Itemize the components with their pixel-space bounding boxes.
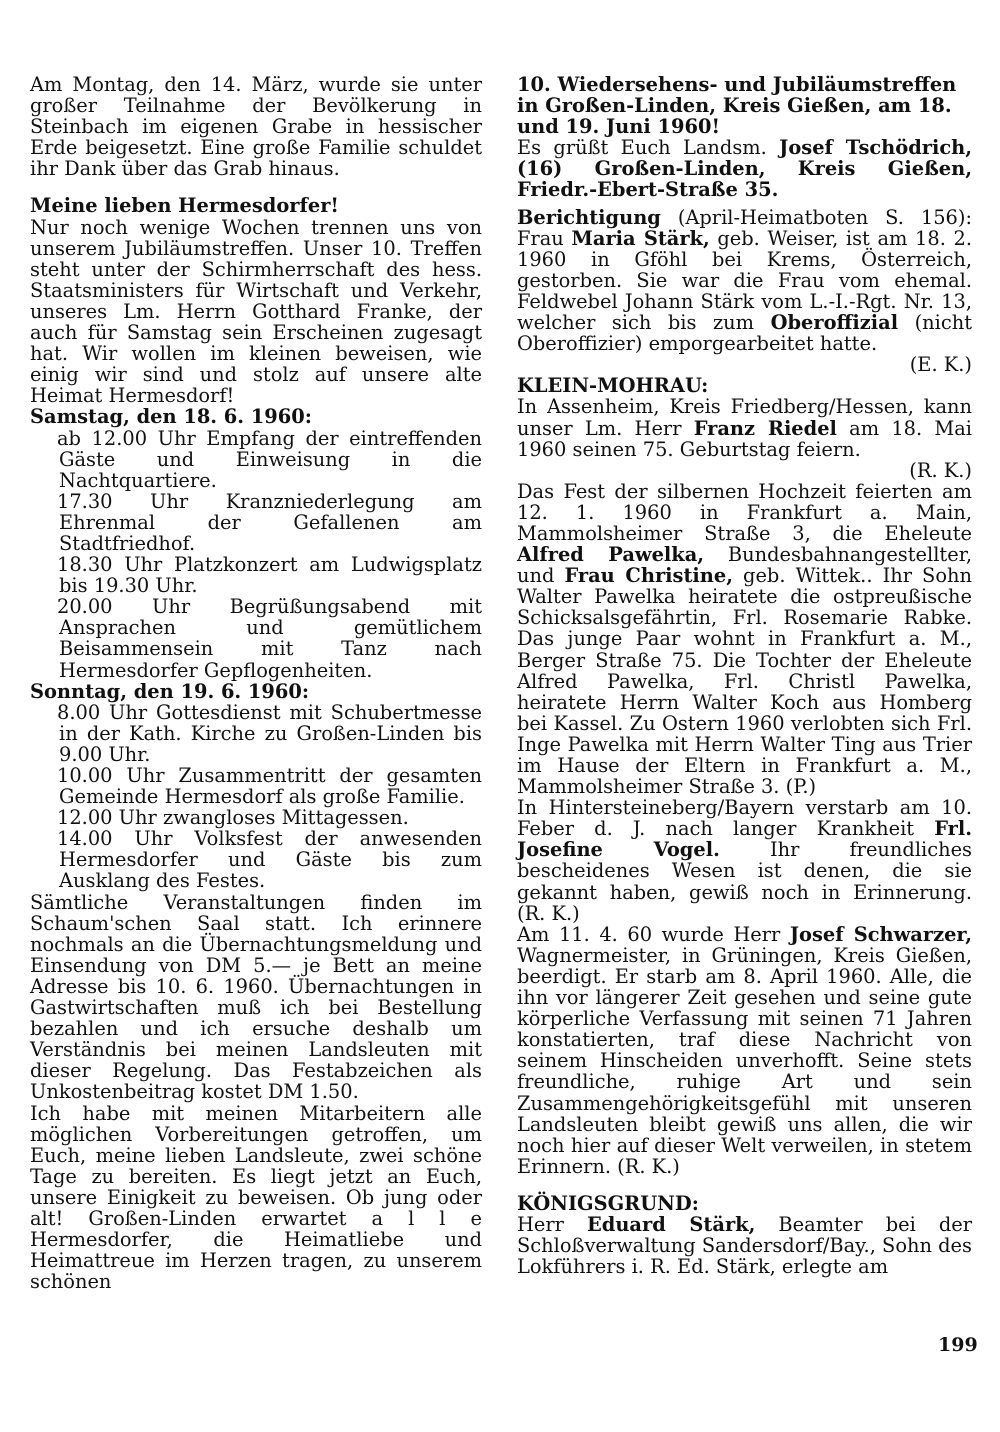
- birthday-paragraph: In Assenheim, Kreis Friedberg/Hessen, kann unser Lm. Herr Franz Riedel am 18. Mai 1960 seinen 75. Geburtstag feiern.: [517, 395, 972, 461]
- signature: (E. K.): [909, 353, 972, 377]
- right-column: [517, 74, 972, 1277]
- anniversary-paragraph: Das Fest der silbernen Hochzeit feierten am 12. 1. 1960 in Frankfurt a. Main, Mammolsheimer Straße 3, die Eheleute Alfred Pawelka, Bundesbahnangestellter, und Frau Christine, geb. Wittek.. Ihr Sohn Walter Pawelka heiratete die ostpreußische Schicksalsgefährtin, Frl. Rosemarie Rabke. Das junge Paar wohnt in Frankfurt a. M., Berger Straße 75. Die Tochter der Eheleute Alfred Pawelka, Frl. Christl Pawelka, heiratete Herrn Walter Koch aus Homberg bei Kassel. Zu Ostern 1960 verlobten sich Frl. Inge Pawelka mit Herrn Walter Ting aus Trier im Hause der Eltern in Frankfurt a. M., Mammolsheimer Straße 3. (P.): [517, 479, 973, 799]
- sunday-heading: Sonntag, den 19. 6. 1960:: [30, 679, 310, 703]
- greeting-heading: Meine lieben Hermesdorfer!: [30, 194, 339, 218]
- schedule-item: 20.00 Uhr Begrüßungsabend mit Ansprachen und gemütlichem Beisammensein mit Tanz nach Hermesdorfer Gepflogenheiten.: [57, 595, 482, 682]
- intro-paragraph: Am Montag, den 14. März, wurde sie unter großer Teilnahme der Bevölkerung in Steinbach im eigenen Grabe in hessischer Erde beigesetzt. Eine große Familie schuldet ihr Dank über das Grab hinaus.: [30, 73, 482, 181]
- schedule-item: 18.30 Uhr Platzkonzert am Ludwigsplatz bis 19.30 Uhr.: [57, 553, 482, 598]
- closing-paragraph: Ich habe mit meinen Mitarbeitern alle möglichen Vorbereitungen getroffen, um Euch, meine lieben Landsleute, zwei schöne Tage zu bereiten. Es liegt jetzt an Euch, unsere Einigkeit zu beweisen. Ob jung oder alt! Großen-Linden erwartet a l l e Hermesdorfer, die Heimatliebe und Heimattreue im Herzen tragen, zu unserem schönen: [30, 1101, 482, 1294]
- left-column: [30, 74, 482, 1292]
- page-number: 199: [938, 1334, 978, 1356]
- greeting-paragraph: Es grüßt Euch Landsm. Josef Tschödrich, (16) Großen-Linden, Kreis Gießen, Friedr.-Ebert-Straße 35.: [517, 136, 972, 202]
- events-paragraph: Sämtliche Veranstaltungen finden im Schaum'schen Saal statt. Ich erinnere nochmals an die Übernachtungsmeldung und Einsendung von DM 5.— je Bett an meine Adresse bis 10. 6. 1960. Übernachtungen in Gastwirtschaften muß ich bei Bestellung bezahlen und ich ersuche deshalb um Verständnis bei meinen Landsleuten mit dieser Regelung. Das Festabzeichen als Unkostenbeitrag kostet DM 1.50.: [30, 890, 482, 1104]
- schedule-item: 12.00 Uhr zwangloses Mittagessen.: [57, 806, 409, 830]
- schedule-item: 17.30 Uhr Kranzniederlegung am Ehrenmal der Gefallenen am Stadtfriedhof.: [57, 489, 482, 555]
- sunday-schedule: [30, 702, 482, 892]
- saturday-heading: Samstag, den 18. 6. 1960:: [30, 405, 312, 429]
- koenigsgrund-heading: KÖNIGSGRUND:: [517, 1191, 699, 1215]
- staerk-paragraph: Herr Eduard Stärk, Beamter bei der Schloßverwaltung Sandersdorf/Bay., Sohn des Lokführers i. R. Ed. Stärk, erlegte am: [517, 1212, 973, 1279]
- klein-mohrau-heading: KLEIN-MOHRAU:: [517, 374, 709, 398]
- saturday-schedule: [30, 428, 482, 681]
- schedule-item: 10.00 Uhr Zusammentritt der gesamten Gemeinde Hermesdorf als große Familie.: [57, 764, 482, 809]
- invitation-paragraph: Nur noch wenige Wochen trennen uns von unserem Jubiläumstreffen. Unser 10. Treffen steht unter der Schirmherrschaft des hess. Staatsministers für Wirtschaft und Verkehr, unseres Lm. Herrn Gotthard Franke, der auch für Samstag sein Erscheinen zugesagt hat. Wir wollen im kleinen beweisen, wie einig wir sind und stolz auf unsere alte Heimat Hermesdorf!: [30, 215, 482, 408]
- schedule-item: ab 12.00 Uhr Empfang der eintreffenden Gäste und Einweisung in die Nachtquartiere.: [57, 426, 482, 492]
- obituary-schwarzer-paragraph: Am 11. 4. 60 wurde Herr Josef Schwarzer, Wagnermeister, in Grüningen, Kreis Gießen, beerdigt. Er starb am 8. April 1960. Alle, die ihn vor längerer Zeit gesehen und seine gute körperliche Verfassung mit seinen 71 Jahren konstatierten, traf diese Nachricht von seinem Hinscheiden unverhofft. Seine stets freundliche, ruhige Art und sein Zusammengehörigkeitsgefühl mit unseren Landsleuten bleibt gewiß uns allen, die wir noch hier auf dieser Welt verweilen, in stetem Erinnern. (R. K.): [517, 922, 972, 1178]
- obituary-vogel-paragraph: In Hintersteineberg/Bayern verstarb am 10. Feber d. J. nach langer Krankheit Frl. Josefine Vogel. Ihr freundliches bescheidenes Wesen ist denen, die sie gekannt haben, gewiß noch in Erinnerung. (R. K.): [517, 796, 972, 925]
- correction-paragraph: Berichtigung (April-Heimatboten S. 156): Frau Maria Stärk, geb. Weiser, ist am 18. 2. 1960 in Gföhl bei Krems, Österreich, gestorben. Sie war die Frau vom ehemal. Feldwebel Johann Stärk vom L.-I.-Rgt. Nr. 13, welcher sich bis zum Oberoffizial (nicht Oberoffizier) emporgearbeitet hatte.: [517, 205, 973, 356]
- signature: (R. K.): [909, 458, 972, 482]
- meeting-heading: 10. Wiedersehens- und Jubiläumstreffen in Großen-Linden, Kreis Gießen, am 18. und 19. Juni 1960!: [517, 73, 957, 139]
- schedule-item: 8.00 Uhr Gottesdienst mit Schubertmesse in der Kath. Kirche zu Großen-Linden bis 9.00 Uhr.: [57, 700, 482, 766]
- schedule-item: 14.00 Uhr Volksfest der anwesenden Hermesdorfer und Gäste bis zum Ausklang des Festes.: [57, 827, 482, 893]
